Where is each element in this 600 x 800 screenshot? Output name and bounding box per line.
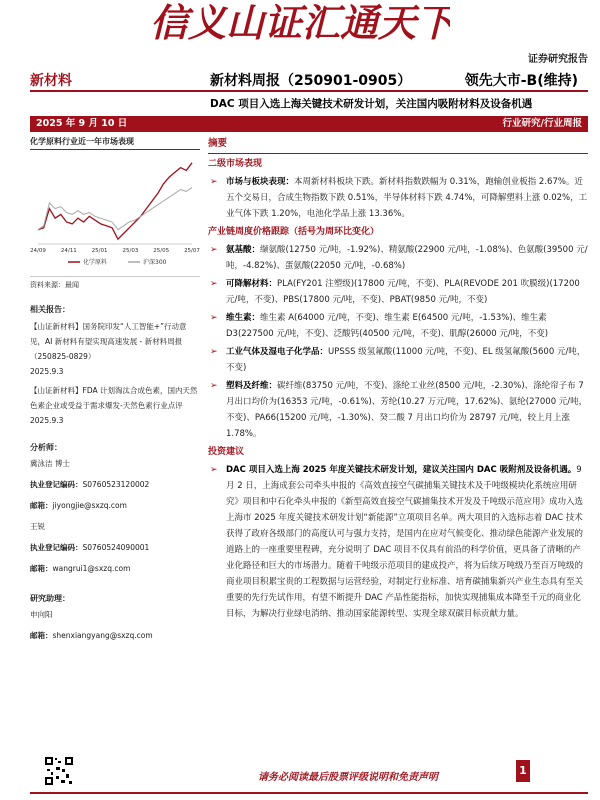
bullet-amino: [208, 242, 588, 274]
bullet-label: 可降解材料：: [226, 279, 278, 289]
analyst-email[interactable]: jiyongjie@sxzq.com: [52, 501, 127, 510]
chart-title: 化学原料行业近一年市场表现: [30, 136, 200, 150]
bullet-text: 缬氨酸(12750 元/吨，-1.92%)、精氨酸(22900 元/吨，-1.08%)、色氨酸(39500 元/吨，-4.82%)、蛋氨酸(22050 元/吨，-0.68%): [226, 245, 588, 271]
bullet-label: 市场与板块表现：: [226, 177, 295, 187]
rating: 领先大市-B(维持): [464, 73, 578, 89]
analyst-title: 分析师：: [30, 443, 62, 452]
company-logo: [150, 0, 450, 60]
assistant-email[interactable]: shenxiangyang@sxzq.com: [52, 631, 153, 640]
bullet-label: DAC 项目入选上海 2025 年度关键技术研发计划，建议关注国内 DAC 吸附剂及设备机遇。: [226, 465, 577, 475]
cert-label: 执业登记编码：: [30, 480, 83, 489]
bullet-text: UPSSS 级氢氟酸(11000 元/吨，不变)、EL 级氢氟酸(5600 元/吨，不变): [226, 347, 586, 373]
email-label: 邮箱：: [30, 501, 53, 510]
series-line-1: [38, 188, 192, 230]
sidebar: [30, 136, 200, 646]
section-heading: 投资建议: [208, 447, 245, 457]
analyst-1: [30, 453, 200, 579]
main-content: [208, 136, 588, 622]
page-number: 1: [516, 760, 530, 782]
assistant-title: 研究助理：: [30, 594, 70, 603]
bullet-degradable: [208, 276, 588, 308]
bullet-dac: [208, 462, 588, 622]
x-tick-label: 24/09: [30, 248, 46, 254]
assistant-name: 申向阳: [30, 610, 53, 619]
x-tick-label: 25/07: [184, 248, 200, 254]
market-chart: [30, 152, 200, 272]
bullet-vitamin: [208, 310, 588, 342]
chart-svg: [30, 152, 200, 272]
bullet-text: 维生素 A(64000 元/吨，不变)、维生素 E(64500 元/吨，-1.53%)、维生素 D3(227500 元/吨，不变)、泛酸钙(40500 元/吨，不变)、肌醇(26000 元/吨，不变): [226, 313, 549, 339]
footer-rule: [30, 792, 588, 794]
report-date: 2025 年 9 月 10 日: [36, 118, 128, 129]
related-report-date: 2025.9.3: [30, 367, 64, 376]
cert-number: S0760524090001: [82, 543, 150, 552]
bullet-text: 碳纤维(83750 元/吨，不变)、涤纶工业丝(8500 元/吨，-2.30%)、涤纶帘子布 7 月出口均价为(16353 元/吨，-0.61%)、芳纶(10.27 万元/吨，17.62%)、氨纶(27000 元/吨，不变)、PA66(15200 元/吨，-1.30%)、癸二酸 7 月出口均价为 28797 元/吨，较上月上涨 1.78%。: [226, 381, 588, 439]
cert-label: 执业登记编码：: [30, 543, 83, 552]
cert-number: S0760523120002: [82, 480, 150, 489]
section-heading: 产业链周度价格跟踪（括号为周环比变化）: [208, 227, 380, 237]
bullet-label: 工业气体及湿电子化学品：: [226, 347, 329, 357]
email-label: 邮箱：: [30, 631, 53, 640]
series-line-0: [38, 163, 192, 239]
date-bar: [30, 116, 588, 132]
bullet-gas: [208, 344, 588, 376]
report-type: 证券研究报告: [528, 54, 588, 65]
related-report-text: 【山证新材料】国务院印发“人工智能+”行动意见，AI 新材料有望实现高速发展 - 新材料周报（250825-0829）: [30, 322, 187, 361]
analyst-name: 冀泳洁 博士: [30, 459, 70, 468]
sector-label: 新材料: [30, 73, 72, 89]
related-report-2[interactable]: [30, 383, 200, 428]
bullet-text: PLA(FY201 注塑级)(17800 元/吨，不变)、PLA(REVODE 201 吹膜级)(17200 元/吨，不变)、PBS(17800 元/吨，不变)、PBAT(9850 元/吨，不变): [226, 279, 580, 305]
bullet-market: [208, 174, 588, 222]
related-report-text: 【山证新材料】FDA 计划淘汰合成色素，国内天然色素企业或受益于需求爆发-天然色素行业点评: [30, 386, 198, 410]
legend-label: 化学原料: [83, 259, 108, 266]
bullet-label: 维生素：: [226, 313, 261, 323]
bullet-label: 氨基酸：: [226, 245, 261, 255]
assistant: [30, 604, 200, 646]
report-category: 行业研究/行业周报: [502, 118, 582, 129]
analyst-email[interactable]: wangrui1@sxzq.com: [52, 564, 131, 573]
analyst-name: 王锐: [30, 522, 45, 531]
summary-heading: 摘要: [208, 136, 588, 154]
section-heading: 二级市场表现: [208, 159, 263, 169]
email-label: 邮箱：: [30, 564, 53, 573]
chart-source: 资料来源：最闻: [30, 276, 200, 290]
report-title: 新材料周报（250901-0905）: [210, 73, 412, 89]
related-report-date: 2025.9.3: [30, 416, 64, 425]
x-tick-label: 25/05: [153, 248, 170, 254]
x-tick-label: 25/03: [122, 248, 139, 254]
bullet-plastic: [208, 378, 588, 442]
legend-label: 沪深300: [143, 259, 167, 266]
x-tick-label: 24/11: [60, 248, 77, 254]
related-title: 相关报告：: [30, 305, 70, 314]
logo-text: 信义山证汇通天下: [150, 1, 450, 45]
headline: DAC 项目入选上海关键技术研发计划，关注国内吸附材料及设备机遇: [210, 98, 533, 110]
disclaimer: 请务必阅读最后股票评级说明和免责声明: [258, 772, 438, 783]
header-rule: [30, 90, 588, 92]
bullet-label: 塑料及纤维：: [226, 381, 278, 391]
qr-code: [44, 756, 74, 786]
x-tick-label: 25/01: [91, 248, 108, 254]
bullet-text: 9 月 2 日，上海成套公司牵头申报的《高效直接空气碳捕集关键技术及千吨级模块化系统应用研究》项目和中石化牵头申报的《新型高效直接空气碳捕集技术开发及千吨级示范应用》成功入选上海市 2025 年度关键技术研发计划“新能源”立项项目名单。两大项目的入选标志着 DAC 技术获得了政府各级部门的高度认可与强力支持，是国内在应对气候变化、推动绿色能源产业发展的道路上的一座重要里程碑，充分说明了 DAC 项目不仅具有前沿的科学价值，更具备了清晰的产业化路径和巨大的市场潜力。随着千吨级示范项目的建成投产，将为后续万吨级乃至百万吨级的商业项目积累宝贵的工程数据与运营经验，对制定行业标准、培育碳捕集新兴产业生态具有至关重要的先行先试作用，有望不断提升 DAC 产品性能指标，加快实现捕集成本降至千元的商业化目标，为解决行业绿电消纳、推动国家能源转型、实现全球双碳目标贡献力量。: [226, 465, 584, 619]
bullet-text: 本周新材料板块下跌。新材料指数跌幅为 0.31%，跑输创业板指 2.67%。近五个交易日，合成生物指数下跌 0.51%，半导体材料下跌 4.74%，可降解塑料上涨 0.02%，工业气体下跌 1.20%，电池化学品上涨 13.36%。: [226, 177, 588, 219]
related-report-1[interactable]: [30, 319, 200, 379]
